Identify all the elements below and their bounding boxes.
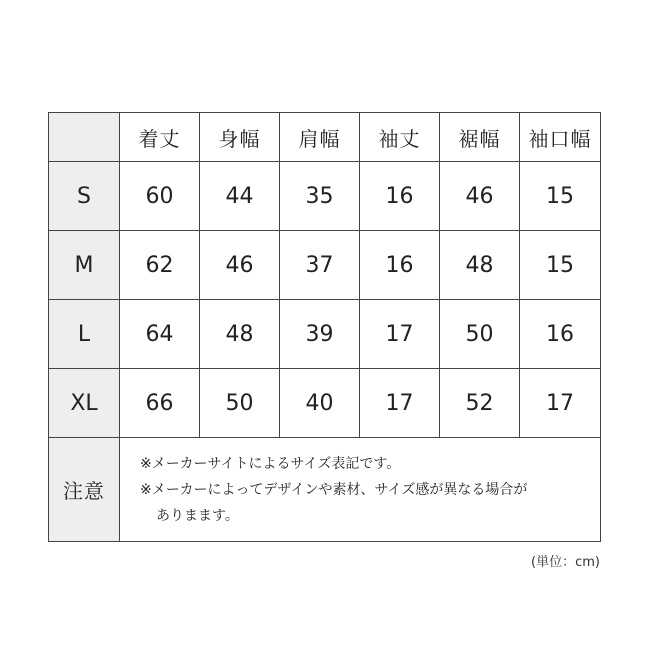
header-row [49, 113, 601, 162]
size-label: L [49, 300, 120, 369]
measurement-cell: 48 [200, 300, 280, 369]
measurement-cell: 35 [280, 162, 360, 231]
note-body [120, 438, 601, 542]
header-cell: 袖丈 [360, 113, 440, 162]
header-cell: 裾幅 [440, 113, 520, 162]
corner-cell [49, 113, 120, 162]
measurement-cell: 46 [200, 231, 280, 300]
measurement-cell: 39 [280, 300, 360, 369]
measurement-cell: 66 [120, 369, 200, 438]
measurement-cell: 16 [360, 162, 440, 231]
measurement-cell: 64 [120, 300, 200, 369]
note-label: 注意 [49, 438, 120, 542]
note-line: ありまます。 [156, 507, 239, 524]
measurement-cell: 17 [520, 369, 601, 438]
measurement-cell: 15 [520, 231, 601, 300]
unit-label: (単位：cm) [531, 555, 600, 570]
note-line: ※メーカーによってデザインや素材、サイズ感が異なる場合が [140, 481, 528, 498]
header-cell: 身幅 [200, 113, 280, 162]
header-cell: 着丈 [120, 113, 200, 162]
measurement-cell: 15 [520, 162, 601, 231]
measurement-cell: 50 [200, 369, 280, 438]
measurement-cell: 16 [360, 231, 440, 300]
note-line: ※メーカーサイトによるサイズ表記です。 [140, 455, 401, 472]
header-cell: 袖口幅 [520, 113, 601, 162]
measurement-cell: 46 [440, 162, 520, 231]
measurement-cell: 62 [120, 231, 200, 300]
measurement-cell: 44 [200, 162, 280, 231]
measurement-cell: 37 [280, 231, 360, 300]
measurement-cell: 48 [440, 231, 520, 300]
size-chart-table [48, 112, 601, 542]
table-row [49, 300, 601, 369]
size-label: XL [49, 369, 120, 438]
table-row [49, 162, 601, 231]
measurement-cell: 17 [360, 369, 440, 438]
measurement-cell: 52 [440, 369, 520, 438]
note-row [49, 438, 601, 542]
measurement-cell: 60 [120, 162, 200, 231]
measurement-cell: 40 [280, 369, 360, 438]
size-label: M [49, 231, 120, 300]
measurement-cell: 16 [520, 300, 601, 369]
table-row [49, 231, 601, 300]
measurement-cell: 50 [440, 300, 520, 369]
measurement-cell: 17 [360, 300, 440, 369]
table-row [49, 369, 601, 438]
header-cell: 肩幅 [280, 113, 360, 162]
size-label: S [49, 162, 120, 231]
